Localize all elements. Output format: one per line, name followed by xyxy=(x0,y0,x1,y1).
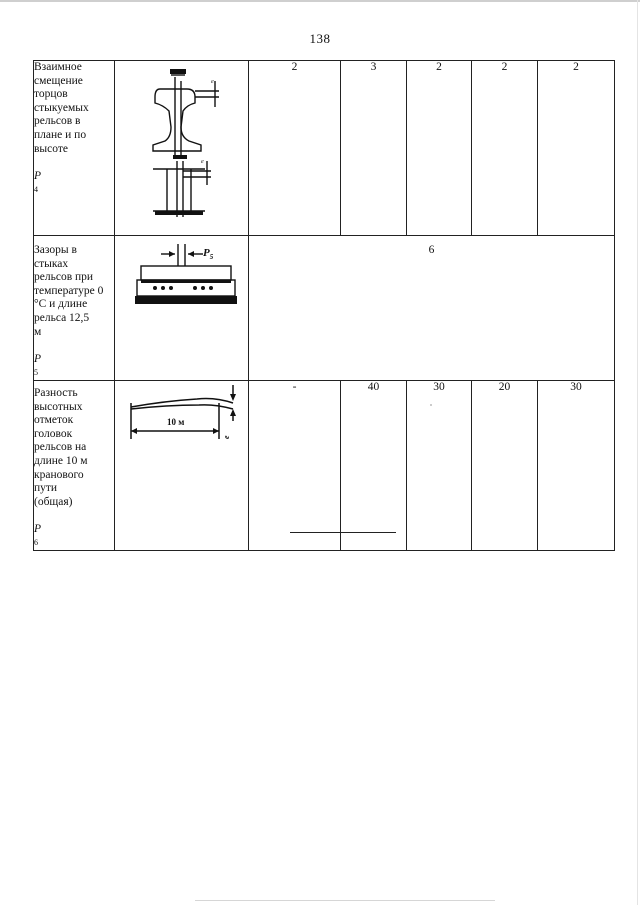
value-cell: 30 xyxy=(407,380,472,550)
table-row xyxy=(34,236,615,381)
figure-label-10m: 10 м xyxy=(167,416,185,427)
rail-height-difference-diagram xyxy=(115,380,249,550)
value-cell: 30 xyxy=(538,380,615,550)
page-top-edge xyxy=(0,0,640,2)
svg-text:e: e xyxy=(201,159,204,165)
row-label: Разность высотных отметок головок рельсов на длине 10 м кранового пути (общая) P 6 xyxy=(34,380,115,550)
value-cell: 3 xyxy=(341,61,407,236)
value-cell: 20 xyxy=(472,380,538,550)
merged-value-cell: 6 xyxy=(249,236,615,381)
tolerance-table xyxy=(33,60,615,551)
symbol-p5: P 5 xyxy=(34,352,42,378)
rail-joint-gap-diagram xyxy=(115,236,249,381)
svg-text:e: e xyxy=(222,435,231,439)
value-cell: - xyxy=(249,380,341,550)
table-row xyxy=(34,380,615,550)
value-cell: 2 xyxy=(472,61,538,236)
value-cell: 2 xyxy=(407,61,472,236)
svg-text:e: e xyxy=(211,79,214,85)
row-label: Взаимное смещение торцов стыкуемых рельсов в плане и по высоте P 4 xyxy=(34,61,115,236)
symbol-p4: P 4 xyxy=(34,169,42,195)
table-row xyxy=(34,61,615,236)
page-number: 138 xyxy=(309,31,331,46)
page-right-edge xyxy=(637,0,638,905)
row-label: Зазоры в стыках рельсов при температуре 0 °С и длине рельса 12,5 м P 5 xyxy=(34,236,115,381)
value-cell: 2 xyxy=(538,61,615,236)
value-cell: 2 xyxy=(249,61,341,236)
end-rule xyxy=(290,532,396,533)
scan-speck xyxy=(430,404,432,406)
value-cell: 40 xyxy=(341,380,407,550)
figure-label-p5: $P_5$ xyxy=(203,247,214,261)
rail-end-offset-diagram xyxy=(115,61,249,236)
symbol-p6: P 6 xyxy=(34,522,42,548)
page-bottom-edge xyxy=(195,900,495,901)
